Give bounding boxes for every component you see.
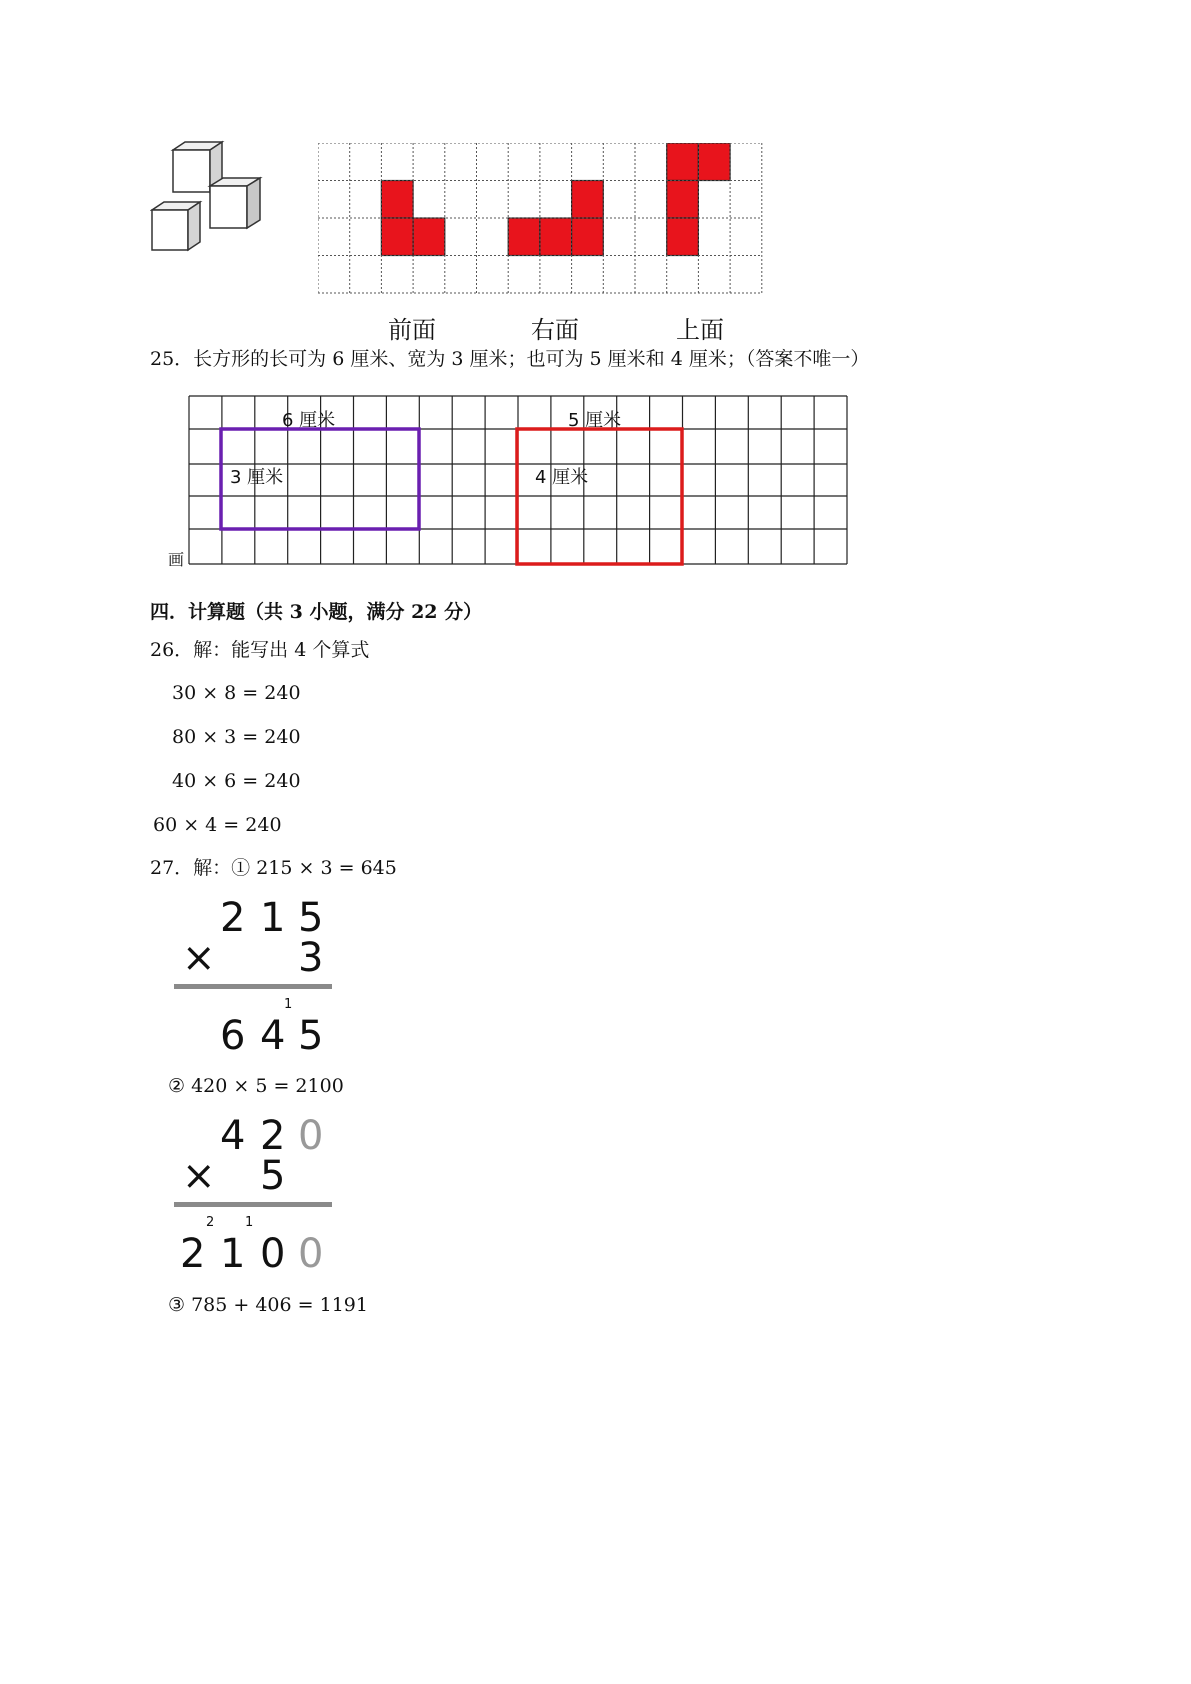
view-cell	[508, 218, 540, 256]
cube-stack-figure	[150, 140, 270, 255]
digit: 4	[220, 1113, 246, 1159]
question-27-part3: ③ 785 + 406 = 1191	[168, 1294, 368, 1316]
section-4-title: 四．计算题（共 3 小题，满分 22 分）	[150, 601, 483, 623]
view-cell	[381, 218, 413, 256]
equation-line: 30 × 8 = 240	[172, 682, 301, 704]
view-cell	[540, 218, 572, 256]
carry-digit: 2	[206, 1215, 215, 1230]
view-cell	[381, 181, 413, 219]
equation-line: 60 × 4 = 240	[153, 814, 282, 836]
digit: 0	[298, 1231, 324, 1277]
three-view-grid	[318, 143, 764, 295]
equation-line: 80 × 3 = 240	[172, 726, 301, 748]
view-cell	[698, 143, 730, 181]
right-view-label: 右面	[531, 316, 579, 344]
equation-line: 40 × 6 = 240	[172, 770, 301, 792]
times-sign: ×	[182, 935, 216, 981]
view-cell	[667, 181, 699, 219]
digit: 0	[260, 1231, 286, 1277]
digit: 2	[180, 1231, 206, 1277]
question-26-intro: 26．解：能写出 4 个算式	[150, 639, 370, 661]
digit: 0	[298, 1113, 324, 1159]
digit: 2	[220, 895, 246, 941]
view-cell	[572, 218, 604, 256]
calc-rule	[174, 1202, 332, 1207]
view-cell	[667, 143, 699, 181]
front-view-label: 前面	[388, 316, 436, 344]
view-cell	[413, 218, 445, 256]
digit: 6	[220, 1013, 246, 1059]
digit: 3	[298, 935, 324, 981]
digit: 5	[260, 1153, 286, 1199]
carry-digit: 1	[284, 997, 293, 1012]
side-mark: 画	[168, 550, 185, 569]
view-cell	[667, 218, 699, 256]
digit: 4	[260, 1013, 286, 1059]
view-cell	[572, 181, 604, 219]
digit: 5	[298, 895, 324, 941]
rect2-width-label: 4 厘米	[535, 467, 589, 488]
digit: 1	[220, 1231, 246, 1277]
rect1-width-label: 3 厘米	[230, 467, 284, 488]
digit: 2	[260, 1113, 286, 1159]
digit: 1	[260, 895, 286, 941]
carry-digit: 1	[245, 1215, 254, 1230]
question-25-text: 25．长方形的长可为 6 厘米、宽为 3 厘米；也可为 5 厘米和 4 厘米；（答案不唯一）	[150, 348, 870, 370]
top-view-label: 上面	[676, 316, 724, 344]
question-27-intro: 27．解：① 215 × 3 = 645	[150, 857, 397, 879]
rect1-length-label: 6 厘米	[282, 410, 336, 431]
digit: 5	[298, 1013, 324, 1059]
rect2-length-label: 5 厘米	[568, 410, 622, 431]
calc-rule	[174, 984, 332, 989]
times-sign: ×	[182, 1153, 216, 1199]
vertical-multiplication-1	[170, 895, 340, 1059]
question-27-part2: ② 420 × 5 = 2100	[168, 1075, 344, 1097]
vertical-multiplication-2	[170, 1113, 340, 1277]
